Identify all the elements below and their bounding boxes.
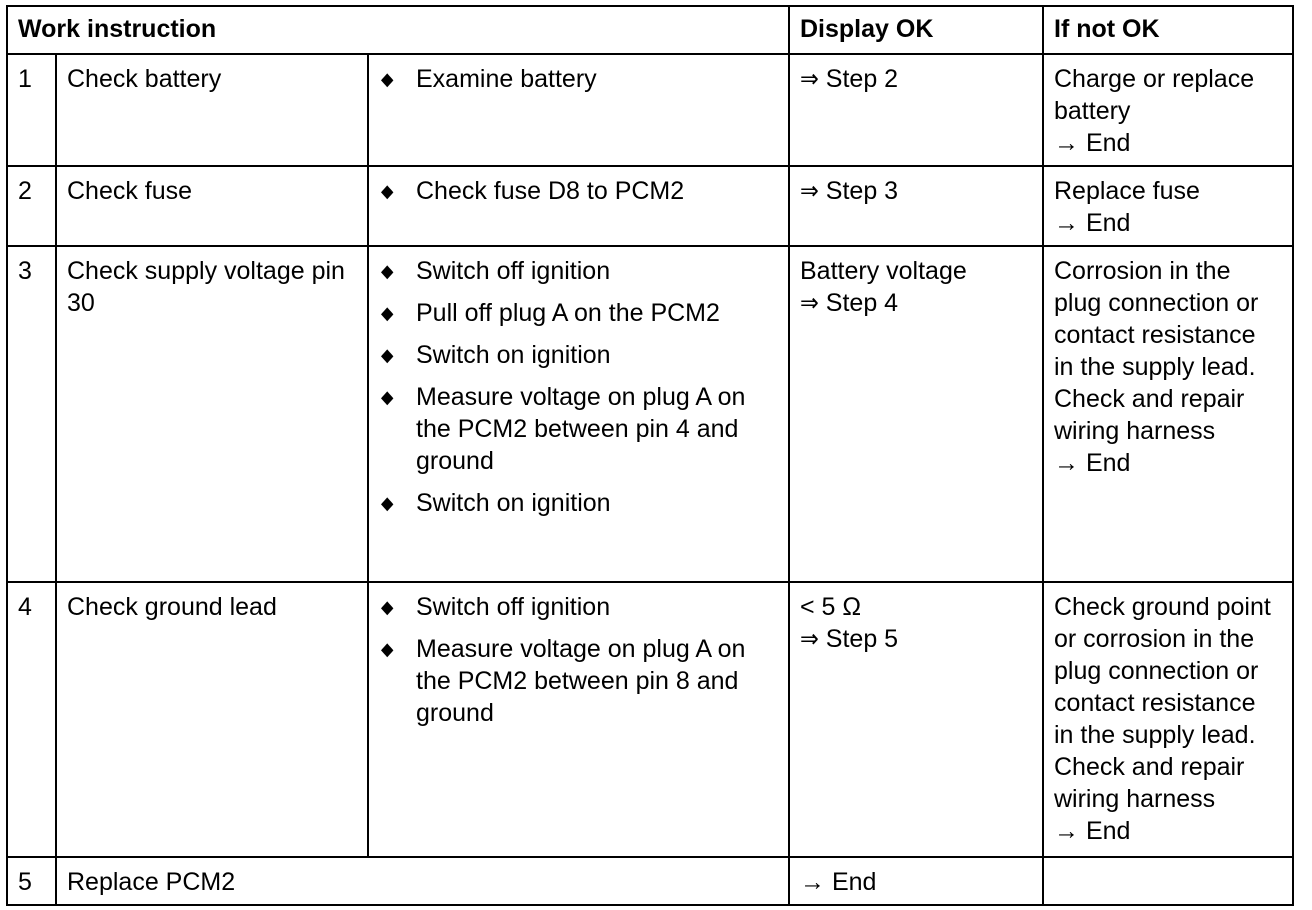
display-ok-cell [789, 166, 1043, 246]
diamond-bullet-icon: ◆ [381, 69, 394, 89]
if-not-ok-line: → End [1054, 449, 1131, 477]
step-number: 1 [7, 54, 56, 166]
display-ok-cell [789, 54, 1043, 166]
if-not-ok-line: wiring harness [1054, 785, 1216, 813]
action-cell [368, 54, 789, 166]
check-label: Check fuse [56, 166, 368, 246]
header-if-not-ok: If not OK [1043, 6, 1293, 54]
step-number: 3 [7, 246, 56, 582]
table-row [7, 54, 1293, 166]
diamond-bullet-icon: ◆ [381, 181, 394, 201]
if-not-ok-line: Check and repair [1054, 385, 1245, 413]
diamond-bullet-icon: ◆ [381, 597, 394, 617]
display-ok-line: Battery voltage [800, 257, 967, 285]
diamond-bullet-icon: ◆ [381, 303, 394, 323]
action-list [379, 175, 778, 207]
if-not-ok-line: in the supply lead. [1054, 721, 1256, 749]
if-not-ok-line: contact resistance [1054, 689, 1256, 717]
list-item: ◆ Switch on ignition [381, 341, 611, 369]
if-not-ok-line: in the supply lead. [1054, 353, 1256, 381]
step-number: 5 [7, 857, 56, 905]
display-ok-cell [789, 246, 1043, 582]
if-not-ok-cell [1043, 246, 1293, 582]
diamond-bullet-icon: ◆ [381, 639, 394, 659]
if-not-ok-line: plug connection or [1054, 289, 1259, 317]
diamond-bullet-icon: ◆ [381, 387, 394, 407]
if-not-ok-line: Corrosion in the [1054, 257, 1231, 285]
if-not-ok-cell [1043, 582, 1293, 857]
if-not-ok-line: contact resistance [1054, 321, 1256, 349]
display-ok-line: ⇒ Step 3 [800, 177, 899, 205]
list-item: ◆ Measure voltage on plug A on the PCM2 between pin 4 and ground [381, 383, 746, 475]
if-not-ok-line: Charge or replace [1054, 65, 1255, 93]
if-not-ok-cell [1043, 54, 1293, 166]
action-cell [368, 582, 789, 857]
display-ok-line: → End [800, 868, 877, 896]
if-not-ok-line: → End [1054, 817, 1131, 845]
display-ok-line: ⇒ Step 2 [800, 65, 899, 93]
display-ok-line: < 5 Ω [800, 593, 862, 621]
if-not-ok-line: or corrosion in the [1054, 625, 1255, 653]
action-cell [368, 166, 789, 246]
action-list [379, 591, 778, 729]
list-item: ◆ Switch off ignition [381, 257, 611, 285]
list-item: ◆ Pull off plug A on the PCM2 [381, 299, 720, 327]
display-ok-line: ⇒ Step 4 [800, 289, 899, 317]
work-instruction-document [6, 5, 1294, 906]
diamond-bullet-icon: ◆ [381, 261, 394, 281]
if-not-ok-line: Check ground point [1054, 593, 1271, 621]
table-header-row [7, 6, 1293, 54]
header-display-ok: Display OK [789, 6, 1043, 54]
step-number: 2 [7, 166, 56, 246]
work-instruction-table [6, 5, 1294, 906]
if-not-ok-line: Replace fuse [1054, 177, 1200, 205]
display-ok-line: ⇒ Step 5 [800, 625, 899, 653]
list-item: ◆ Switch on ignition [381, 489, 611, 517]
display-ok-cell [789, 857, 1043, 905]
diamond-bullet-icon: ◆ [381, 493, 394, 513]
list-item: ◆ Switch off ignition [381, 593, 611, 621]
display-ok-cell [789, 582, 1043, 857]
check-label: Replace PCM2 [56, 857, 789, 905]
if-not-ok-line: → End [1054, 209, 1131, 237]
table-row [7, 166, 1293, 246]
if-not-ok-cell [1043, 857, 1293, 905]
diamond-bullet-icon: ◆ [381, 345, 394, 365]
table-row [7, 857, 1293, 905]
list-item: ◆ Measure voltage on plug A on the PCM2 between pin 8 and ground [381, 635, 746, 727]
if-not-ok-line: Check and repair [1054, 753, 1245, 781]
action-list [379, 255, 778, 519]
header-work-instruction: Work instruction [7, 6, 789, 54]
list-item: ◆ Check fuse D8 to PCM2 [381, 177, 685, 205]
check-label: Check supply voltage pin 30 [56, 246, 368, 582]
if-not-ok-cell [1043, 166, 1293, 246]
if-not-ok-line: battery [1054, 97, 1131, 125]
check-label: Check ground lead [56, 582, 368, 857]
table-row [7, 582, 1293, 857]
if-not-ok-line: → End [1054, 129, 1131, 157]
step-number: 4 [7, 582, 56, 857]
action-cell [368, 246, 789, 582]
if-not-ok-line: wiring harness [1054, 417, 1216, 445]
check-label: Check battery [56, 54, 368, 166]
if-not-ok-line: plug connection or [1054, 657, 1259, 685]
table-row [7, 246, 1293, 582]
list-item: ◆ Examine battery [381, 65, 597, 93]
action-list [379, 63, 778, 95]
